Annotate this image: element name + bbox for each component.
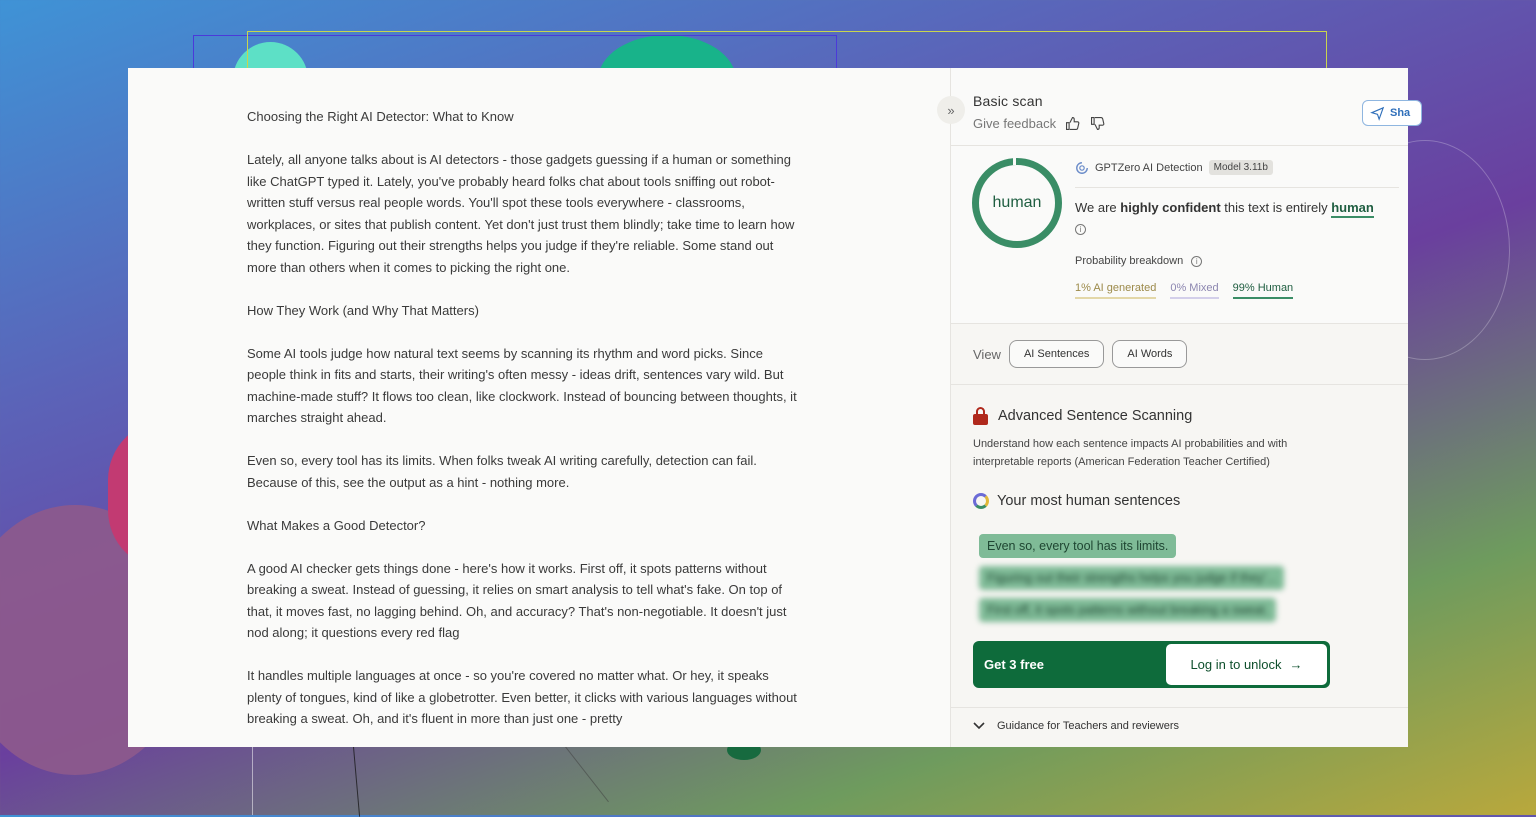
view-switcher — [951, 324, 1408, 385]
thumbs-down-icon[interactable] — [1089, 115, 1106, 132]
human-sentences-title: Your most human sentences — [997, 493, 1181, 509]
collapse-panel-icon[interactable]: » — [937, 96, 965, 124]
swirl-icon — [973, 493, 989, 509]
advanced-scanning-section — [951, 385, 1408, 672]
confidence-verdict: human — [1331, 200, 1374, 218]
bg-line — [353, 747, 360, 817]
human-sentence: Even so, every tool has its limits. — [979, 534, 1176, 558]
divider — [1075, 187, 1399, 188]
document-paragraph: Lately, all anyone talks about is AI detectors - those gadgets guessing if a human or something like ChatGPT typed it. Lately, you've probably heard folks chat about tools sniffing out robot-written stuff versus real people words. You'll spot these tools everywhere - classrooms, workplaces, or sites that publish content. Yet don't just trust them blindly; take time to learn how they function. Figuring out their strengths helps you judge if they're reliable. Some stand out more than others when it comes to picking the right one. — [247, 152, 795, 275]
scan-results-panel — [947, 68, 1411, 747]
human-sentences-title-row — [973, 493, 1408, 509]
send-icon — [1371, 107, 1384, 120]
document-editor[interactable] — [128, 68, 951, 747]
human-value: 99% Human — [1233, 282, 1294, 299]
view-label: View — [973, 346, 1001, 362]
guidance-toggle[interactable] — [951, 707, 1408, 732]
document-title: Choosing the Right AI Detector: What to Know — [247, 109, 514, 124]
confidence-middle: this text is entirely — [1220, 200, 1332, 215]
login-label: Log in to unlock — [1190, 657, 1282, 672]
info-icon[interactable]: i — [1075, 224, 1086, 235]
panel-header — [947, 68, 1411, 146]
guidance-label: Guidance for Teachers and reviewers — [997, 720, 1180, 732]
bg-line — [565, 746, 609, 802]
probability-label: Probability breakdown — [1075, 255, 1184, 267]
advanced-title: Advanced Sentence Scanning — [998, 408, 1193, 424]
document-heading: What Makes a Good Detector? — [247, 517, 426, 533]
advanced-title-row — [973, 407, 1408, 425]
probability-values — [1075, 282, 1293, 299]
model-badge: Model 3.11b — [1209, 160, 1273, 175]
probability-breakdown — [1075, 255, 1202, 267]
detector-name: GPTZero AI Detection — [1095, 161, 1203, 174]
gptzero-logo-icon — [1075, 161, 1089, 175]
app-window — [128, 68, 1411, 747]
locked-sentence: Figuring out their strengths helps you judge if they'... — [979, 566, 1284, 590]
advanced-description: Understand how each sentence impacts AI probabilities and with interpretable reports (American Federation Teacher Certified) — [973, 438, 1288, 468]
chevron-down-icon — [973, 722, 985, 730]
confidence-prefix: We are — [1075, 200, 1121, 215]
locked-sentence: First off, it spots patterns without breaking a sweat. — [979, 598, 1276, 622]
feedback-label: Give feedback — [973, 116, 1057, 131]
ai-words-button[interactable]: AI Words — [1112, 340, 1187, 368]
sentence-list — [973, 534, 1408, 630]
document-paragraph: It handles multiple languages at once - so you're covered no matter what. Or hey, it speaks plenty of tongues, kind of like a globetrotter. Even better, it clicks with various languages without breaking a sweat. Oh, and it's fluent in more than just one - pretty — [247, 668, 797, 726]
confidence-strength: highly confident — [1120, 200, 1221, 215]
share-label: Sha — [1390, 107, 1411, 119]
feedback-row — [973, 115, 1408, 132]
lock-icon — [973, 407, 988, 425]
bg-line — [252, 747, 253, 815]
thumbs-up-icon[interactable] — [1064, 115, 1081, 132]
detector-info — [1075, 160, 1273, 175]
document-paragraph: Some AI tools judge how natural text seems by scanning its rhythm and word picks. Since people think in fits and starts, their writing's often messy - ideas drift, sentences vary wild. But machine-made stuff? It flows too clean, like clockwork. Instead of bouncing between thoughts, it marches straight ahead. — [247, 345, 797, 425]
arrow-right-icon: → — [1289, 657, 1303, 672]
share-button[interactable] — [1362, 100, 1422, 126]
ai-generated-value: 1% AI generated — [1075, 282, 1156, 299]
verdict-ring — [972, 158, 1062, 248]
scan-title: Basic scan — [973, 93, 1043, 109]
scan-result — [951, 146, 1408, 324]
get-free-label: Get 3 free — [984, 657, 1044, 672]
ai-sentences-button[interactable]: AI Sentences — [1009, 340, 1104, 368]
confidence-statement — [1075, 200, 1374, 215]
mixed-value: 0% Mixed — [1170, 282, 1218, 299]
login-unlock-button[interactable] — [1166, 644, 1327, 685]
document-paragraph: Even so, every tool has its limits. When folks tweak AI writing carefully, detection can fail. Because of this, see the output as a hint - nothing more. — [247, 453, 757, 490]
ring-gap — [1013, 158, 1016, 165]
info-icon[interactable]: i — [1191, 256, 1202, 267]
document-heading: How They Work (and Why That Matters) — [247, 302, 479, 318]
document-paragraph: A good AI checker gets things done - here's how it works. First off, it spots patterns without breaking a sweat. Instead of guessing, it relies on smart analysis to tell what's fake. On top of that, it moves fast, no lagging behind. Oh, and accuracy? That's non-negotiable. It doesn't just nod along; it questions every red flag — [247, 560, 787, 640]
verdict-label: human — [992, 194, 1042, 211]
unlock-bar — [973, 641, 1330, 688]
